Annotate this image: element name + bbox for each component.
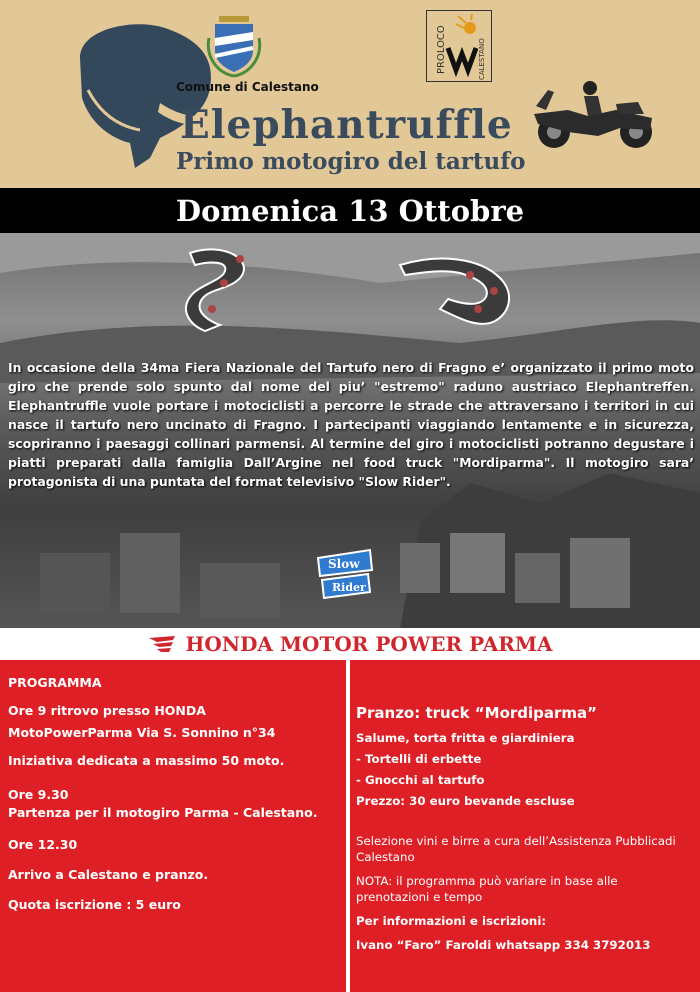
sponsor-band [0,628,700,660]
honda-wing-icon [147,634,177,654]
pranzo-heading: Pranzo: truck “Mordiparma” [356,704,598,722]
programma-line: MotoPowerParma Via S. Sonnino n°34 [8,725,276,740]
comune-label: Comune di Calestano [176,80,319,94]
pranzo-item: - Gnocchi al tartufo [356,773,485,787]
slow-rider-logo-icon [316,548,374,600]
programma-line: Ore 9 ritrovo presso HONDA [8,703,206,718]
municipal-crest-icon [205,8,263,78]
date-banner [0,188,700,233]
pranzo-item: Ivano “Faro” Faroldi whatsapp 334 3792013 [356,938,651,952]
proloco-side-text: CALESTANO [478,38,486,80]
programma-line: Ore 9.30 [8,787,69,802]
programma-line: Quota iscrizione : 5 euro [8,897,181,912]
proloco-logo-icon [426,10,492,82]
programma-line: Arrivo a Calestano e pranzo. [8,867,209,882]
landscape-photo [0,233,700,628]
rider-text: Rider [332,581,366,594]
proloco-top-text: PROLOCO [436,25,447,74]
pranzo-item: NOTA: il programma può variare in base alle prenotazioni e tempo [356,874,618,904]
pranzo-item: Per informazioni e iscrizioni: [356,914,547,928]
slow-text: Slow [328,557,360,571]
header [0,0,700,188]
event-date: Domenica 13 Ottobre [175,193,525,228]
pranzo-item: - Tortelli di erbette [356,752,482,766]
pranzo-item: Selezione vini e birre a cura dell’Assistenza Pubblicadi Calestano [356,834,676,864]
programma-heading: PROGRAMMA [8,675,102,690]
programma-line: Partenza per il motogiro Parma - Calestano. [8,805,318,820]
event-subtitle: Primo motogiro del tartufo [176,148,526,175]
programma-line: Iniziativa dedicata a massimo 50 moto. [8,753,285,768]
pranzo-panel [350,660,700,992]
intro-paragraph: In occasione della 34ma Fiera Nazionale del Tartufo nero di Fragno e’ organizzato il primo moto giro che prende solo spunto dal nome del piu’ "estremo" raduno austriaco Elephantreffen. Elephantruffle vuole portare i motociclisti a percorre le strade che attraversano i territori in cui nasce il tartufo nero uncinato di Fragno. I partecipanti viaggiando lentamente e in sicurezza, scopriranno i paesaggi collinari parmensi. Al termine del giro i motociclisti potranno degustare i piatti preparati dalla famiglia Dall’Argine nel food truck "Mordiparma". Il motogiro sara’ protagonista di una puntata del format televisivo "Slow Rider". [8,360,694,489]
sponsor-name: HONDA MOTOR POWER PARMA [185,632,553,656]
pranzo-item: Prezzo: 30 euro bevande escluse [356,794,575,808]
pranzo-item: Salume, torta fritta e giardiniera [356,731,575,745]
programma-panel [0,660,346,992]
programma-line: Ore 12.30 [8,837,78,852]
motorcycle-rider-icon [528,80,656,152]
event-title: Elephantruffle [180,102,513,148]
